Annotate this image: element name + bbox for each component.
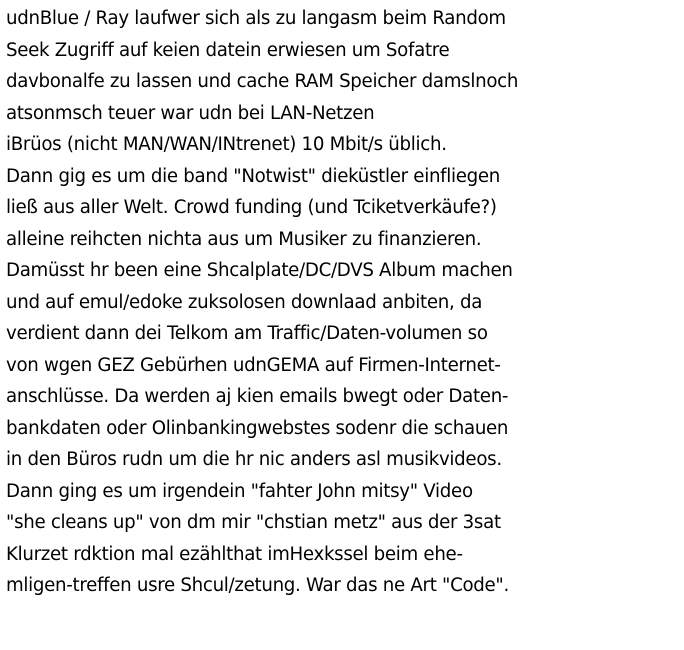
text-line: Dann gig es um die band "Notwist" dieküstler einfliegen <box>6 165 501 187</box>
text-line: iBrüos (nicht MAN/WAN/INtrenet) 10 Mbit/s üblich. <box>6 134 447 155</box>
text-line: von wgen GEZ Gebürhen udnGEMA auf Firmen-Internet- <box>6 354 501 376</box>
text-line: verdient dann dei Telkom am Traffic/Daten-volumen so <box>6 323 488 344</box>
text-line: und auf emul/edoke zuksolosen downlaad anbiten, da <box>6 291 483 313</box>
text-line: Seek Zugriff auf keien datein erwiesen um Sofatre <box>6 39 450 61</box>
text-line: anschlüsse. Da werden aj kien emails bwegt oder Daten- <box>6 386 509 407</box>
text-line: Dann ging es um irgendein "fahter John mitsy" Video <box>6 480 473 502</box>
text-line: udnBlue / Ray laufwer sich als zu langasm beim Random <box>6 8 506 29</box>
text-line: mligen-treffen usre Shcul/zetung. War das ne Art "Code". <box>6 575 509 596</box>
text-line: ließ aus aller Welt. Crowd funding (und Tciketverkäufe?) <box>6 197 497 218</box>
text-line: in den Büros rudn um die hr nic anders asl musikvideos. <box>6 449 502 470</box>
text-line: "she cleans up" von dm mir "chstian metz" aus der 3sat <box>6 512 501 533</box>
text-line: alleine reihcten nichta aus um Musiker zu finanzieren. <box>6 228 482 250</box>
text-line: Klurzet rdktion mal ezählthat imHexkssel beim ehe- <box>6 543 463 565</box>
text-line: atsonmsch teuer war udn bei LAN-Netzen <box>6 102 375 124</box>
text-line: davbonalfe zu lassen und cache RAM Speicher damslnoch <box>6 71 519 92</box>
text-line: Damüsst hr been eine Shcalplate/DC/DVS Album machen <box>6 260 513 281</box>
text-line: bankdaten oder Olinbankingwebstes sodenr die schauen <box>6 417 509 439</box>
document-body <box>6 3 682 602</box>
